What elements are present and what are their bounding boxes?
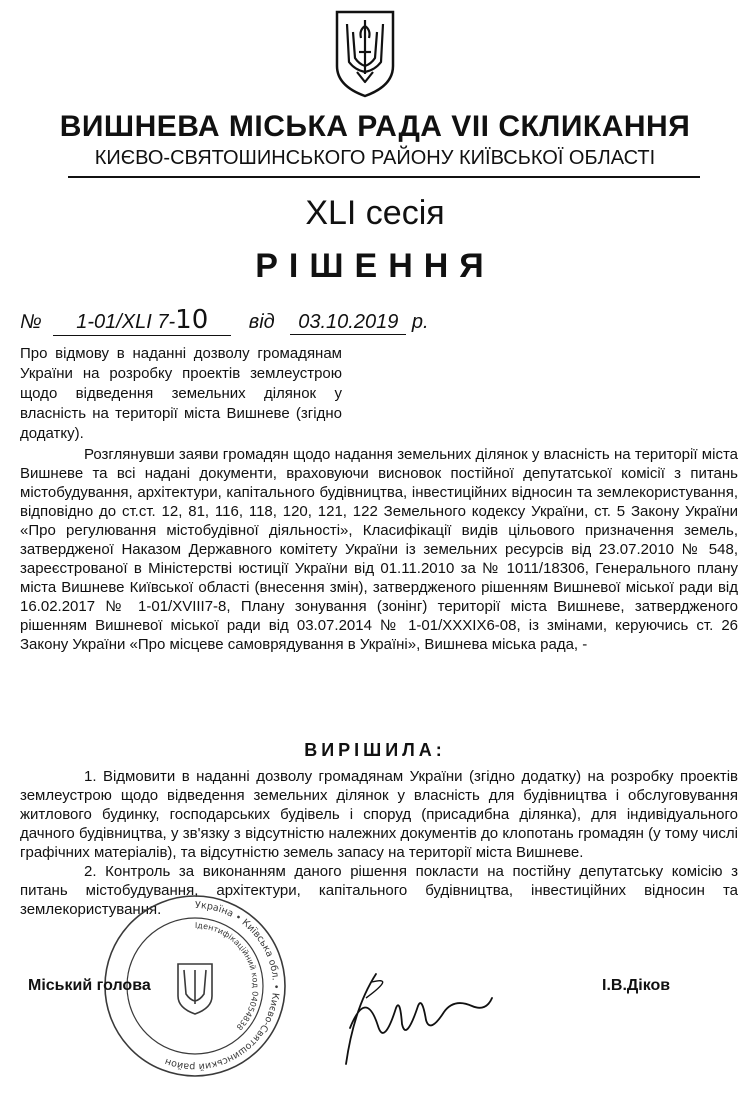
session-label: XLI сесія bbox=[305, 194, 445, 232]
date-label: від bbox=[248, 311, 275, 333]
svg-text:Ідентифікаційний код 04054838 bbox=[195, 921, 260, 1032]
document-number-printed: 1-01/XLI 7- bbox=[76, 311, 176, 333]
council-subtitle: КИЄВО-СВЯТОШИНСЬКОГО РАЙОНУ КИЇВСЬКОЇ ОБЛАСТІ bbox=[94, 147, 656, 169]
document-number-handwritten: 10 bbox=[175, 305, 209, 335]
council-title: ВИШНЕВА МІСЬКА РАДА VII СКЛИКАННЯ bbox=[59, 110, 691, 143]
resolution-item-1-text: 1. Відмовити в наданні дозволу громадянам України (згідно додатку) на розробку проектів землеустрою щодо відведення земельних ділянок у власність для будівництва і обслуговування житлового будинку, господарських будівель і споруд (присадибна ділянка), для індивідуального дачного будівництва, у зв'язку з відсутністю належних документів до клопотань громадян (у тому числі графічних матеріалів), та відсутністю земель запасу на території міста Вишневе. bbox=[20, 768, 738, 861]
number-label: № bbox=[20, 311, 42, 333]
signatory-title: Міський голова bbox=[28, 977, 151, 994]
document-date: 03.10.2019 bbox=[290, 311, 406, 335]
document-number-line bbox=[20, 305, 429, 336]
preamble-paragraph bbox=[20, 445, 738, 654]
signatory-name: І.В.Діков bbox=[602, 977, 671, 994]
year-suffix: р. bbox=[411, 311, 429, 333]
coat-of-arms-emblem bbox=[333, 8, 397, 100]
document-number bbox=[53, 305, 231, 336]
handwritten-signature bbox=[336, 968, 496, 1072]
document-type: РІШЕННЯ bbox=[255, 247, 495, 285]
resolution-item-1 bbox=[20, 767, 738, 862]
preamble-text: Розглянувши заяви громадян щодо надання земельних ділянок у власність на території міста Вишневе та всі надані документи, враховуючи висновок постійної депутатської комісії з питань містобудування, архітектури, капітального будівництва, інвестиційних відносин та землекористування, відповідно до ст.ст. 12, 81, 116, 118, 120, 121, 122 Земельного кодексу України, ст. 5 Закону України «Про регулювання містобудівної діяльності», Класифікації видів цільового призначення земель, затвердженої Наказом Державного комітету України із земельних ресурсів від 23.07.2010 № 548, зареєстрованої в Міністерстві юстиції України від 01.11.2010 за № 1011/18306, Генерального плану міста Вишневе Київської області (внесення змін), затвердженого рішенням Вишневої міської ради від 16.02.2017 № 1-01/XVIII7-8, Плану зонування (зонінг) території міста Вишневе, затвердженого рішенням Вишневої міської ради від 03.07.2014 № 1-01/XXXIX6-08, із змінами, керуючись ст. 26 Закону України «Про місцеве самоврядування в Україні», Вишнева міська рада, - bbox=[20, 446, 738, 653]
header-divider bbox=[68, 176, 700, 178]
seal-inner-text: Ідентифікаційний код 04054838 bbox=[194, 920, 260, 1032]
decision-subject: Про відмову в наданні дозволу громадянам України на розробку проектів землеустрою щодо відведення земельних ділянок у власність на території міста Вишневе (згідно додатку). bbox=[20, 345, 342, 442]
seal-outer-text: Україна • Київська обл. • Києво-Святошинський район bbox=[163, 899, 281, 1073]
resolved-heading: ВИРІШИЛА: bbox=[304, 740, 446, 760]
resolution-item-2-text: 2. Контроль за виконанням даного рішення покласти на постійну депутатську комісію з питань містобудування, архітектури, капітального будівництва, інвестиційних відносин та землекористування. bbox=[20, 863, 738, 918]
